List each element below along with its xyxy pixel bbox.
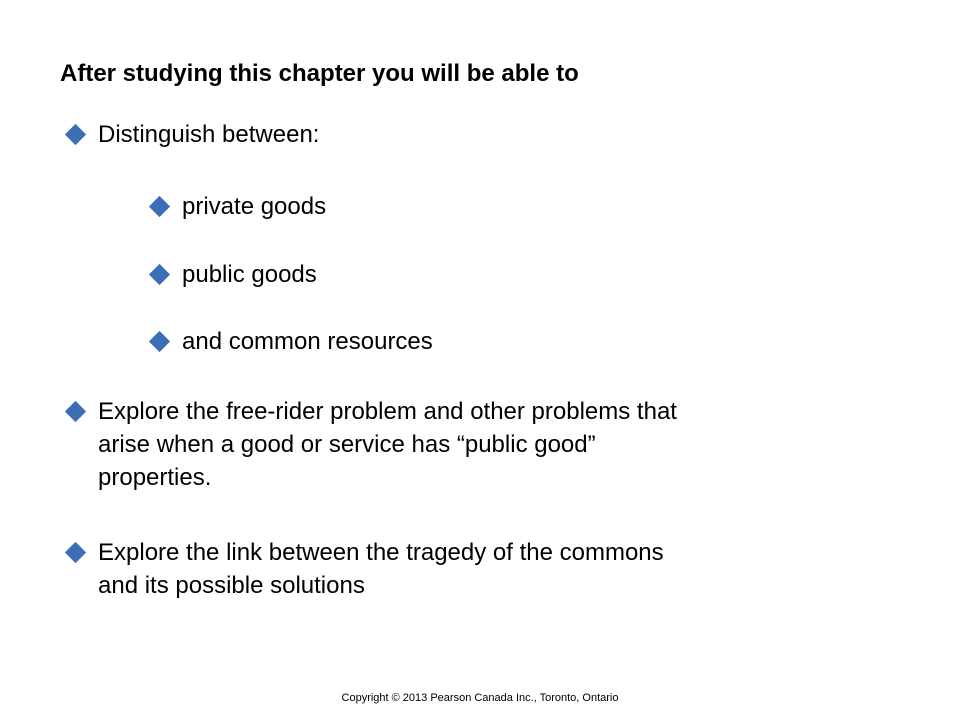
diamond-bullet-icon — [65, 124, 86, 145]
slide-title: After studying this chapter you will be able to — [60, 60, 579, 87]
sub-bullet-private-goods — [146, 190, 326, 223]
diamond-bullet-icon — [65, 401, 86, 422]
diamond-bullet-icon — [149, 264, 170, 285]
bullet-text: private goods — [182, 193, 327, 220]
diamond-bullet-icon — [149, 196, 170, 217]
bullet-text — [98, 395, 677, 494]
bullet-line: and its possible solutions — [98, 572, 365, 599]
bullet-free-rider — [62, 395, 677, 494]
bullet-distinguish — [62, 118, 319, 151]
bullet-line: arise when a good or service has “public good” — [98, 431, 596, 458]
bullet-text: and common resources — [182, 328, 433, 355]
bullet-line: Explore the free-rider problem and other problems that — [98, 398, 677, 425]
bullet-text: Distinguish between: — [98, 121, 320, 148]
copyright-footer: Copyright © 2013 Pearson Canada Inc., Toronto, Ontario — [341, 692, 619, 704]
bullet-tragedy-commons — [62, 536, 664, 602]
bullet-text: public goods — [182, 261, 317, 288]
diamond-bullet-icon — [149, 331, 170, 352]
bullet-text — [98, 536, 664, 602]
sub-bullet-public-goods — [146, 258, 317, 291]
sub-bullet-common-resources — [146, 325, 433, 358]
bullet-line: Explore the link between the tragedy of the commons — [98, 539, 664, 566]
bullet-line: properties. — [98, 464, 212, 491]
diamond-bullet-icon — [65, 542, 86, 563]
